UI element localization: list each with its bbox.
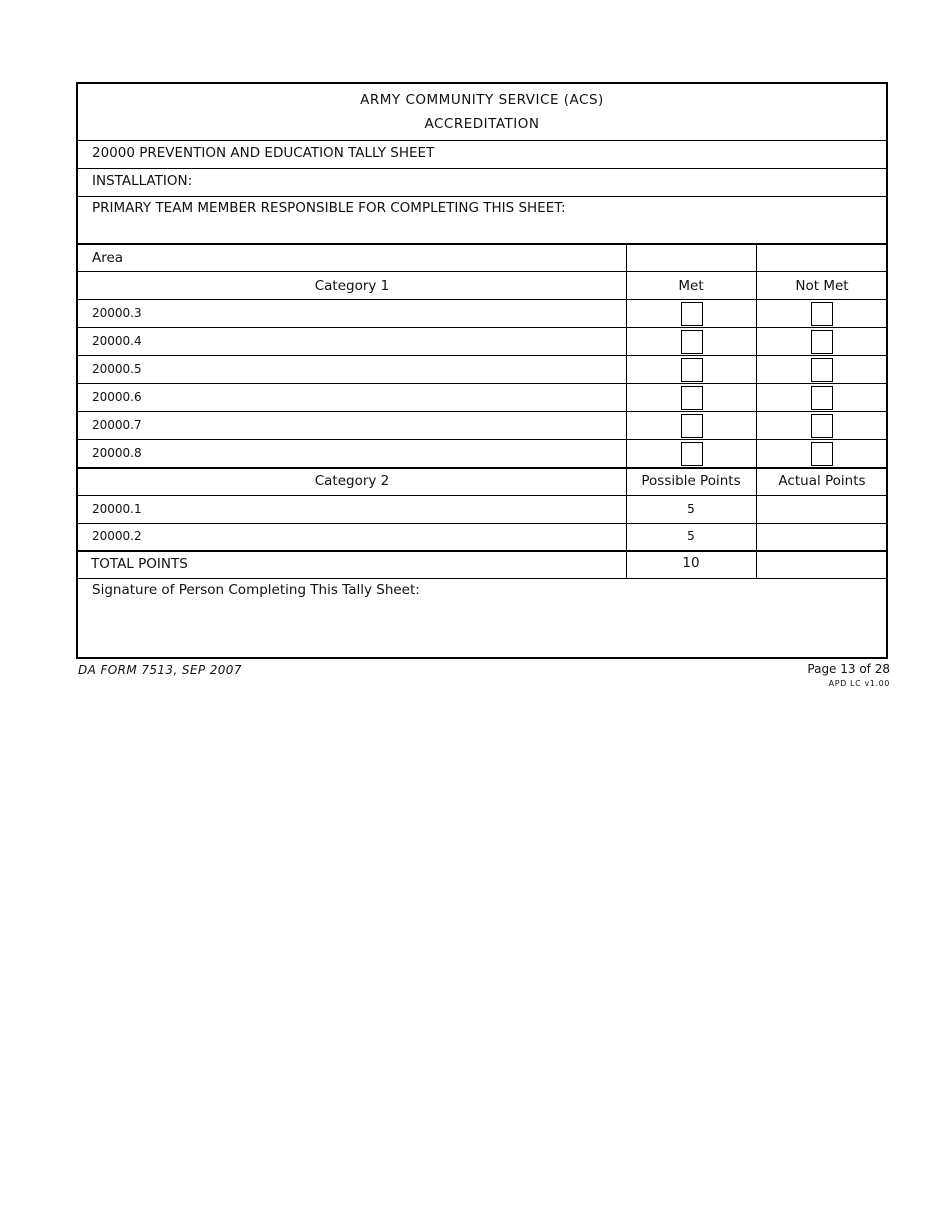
not-met-checkbox[interactable] (811, 442, 833, 466)
possible-points-value: 5 (687, 502, 695, 516)
total-points-label: TOTAL POINTS (91, 556, 188, 572)
divider (78, 411, 886, 412)
divider (78, 495, 886, 496)
met-checkbox[interactable] (681, 414, 703, 438)
possible-points-header: Possible Points (641, 473, 741, 489)
not-met-checkbox[interactable] (811, 358, 833, 382)
met-checkbox[interactable] (681, 330, 703, 354)
signature-field[interactable] (92, 604, 872, 652)
divider (78, 243, 886, 245)
tally-sheet-form (76, 82, 888, 659)
category2-label: Category 2 (314, 473, 390, 489)
category1-item-id: 20000.7 (92, 418, 142, 432)
not-met-checkbox[interactable] (811, 302, 833, 326)
divider (78, 439, 886, 440)
met-checkbox[interactable] (681, 302, 703, 326)
primary-member-label: PRIMARY TEAM MEMBER RESPONSIBLE FOR COMPLETING THIS SHEET: (92, 200, 566, 216)
met-header: Met (678, 278, 704, 294)
met-checkbox[interactable] (681, 358, 703, 382)
divider (78, 467, 886, 469)
category1-item-id: 20000.3 (92, 306, 142, 320)
sheet-title: 20000 PREVENTION AND EDUCATION TALLY SHEET (92, 145, 435, 161)
form-id: DA FORM 7513, SEP 2007 (78, 663, 242, 677)
category1-item-id: 20000.8 (92, 446, 142, 460)
actual-points-header: Actual Points (778, 473, 866, 489)
version-label: APD LC v1.00 (828, 679, 890, 688)
divider (78, 168, 886, 169)
divider (78, 550, 886, 552)
met-checkbox[interactable] (681, 442, 703, 466)
category1-item-id: 20000.4 (92, 334, 142, 348)
divider (78, 196, 886, 197)
not-met-checkbox[interactable] (811, 330, 833, 354)
page-number: Page 13 of 28 (807, 662, 890, 676)
divider (78, 299, 886, 300)
category2-item-id: 20000.1 (92, 502, 142, 516)
not-met-checkbox[interactable] (811, 386, 833, 410)
divider (78, 523, 886, 524)
met-checkbox[interactable] (681, 386, 703, 410)
divider (78, 383, 886, 384)
total-possible-points: 10 (682, 555, 700, 571)
category2-item-id: 20000.2 (92, 529, 142, 543)
category1-item-id: 20000.6 (92, 390, 142, 404)
not-met-checkbox[interactable] (811, 414, 833, 438)
divider (78, 578, 886, 579)
divider (78, 355, 886, 356)
area-label: Area (92, 250, 124, 266)
installation-label: INSTALLATION: (92, 173, 193, 189)
not-met-header: Not Met (795, 278, 849, 294)
divider (78, 140, 886, 141)
form-title-line2: ACCREDITATION (424, 116, 540, 132)
category1-item-id: 20000.5 (92, 362, 142, 376)
possible-points-value: 5 (687, 529, 695, 543)
form-title-line1: ARMY COMMUNITY SERVICE (ACS) (360, 92, 604, 108)
signature-label: Signature of Person Completing This Tally Sheet: (92, 582, 420, 598)
category1-label: Category 1 (314, 278, 390, 294)
divider (78, 327, 886, 328)
divider (78, 271, 886, 272)
